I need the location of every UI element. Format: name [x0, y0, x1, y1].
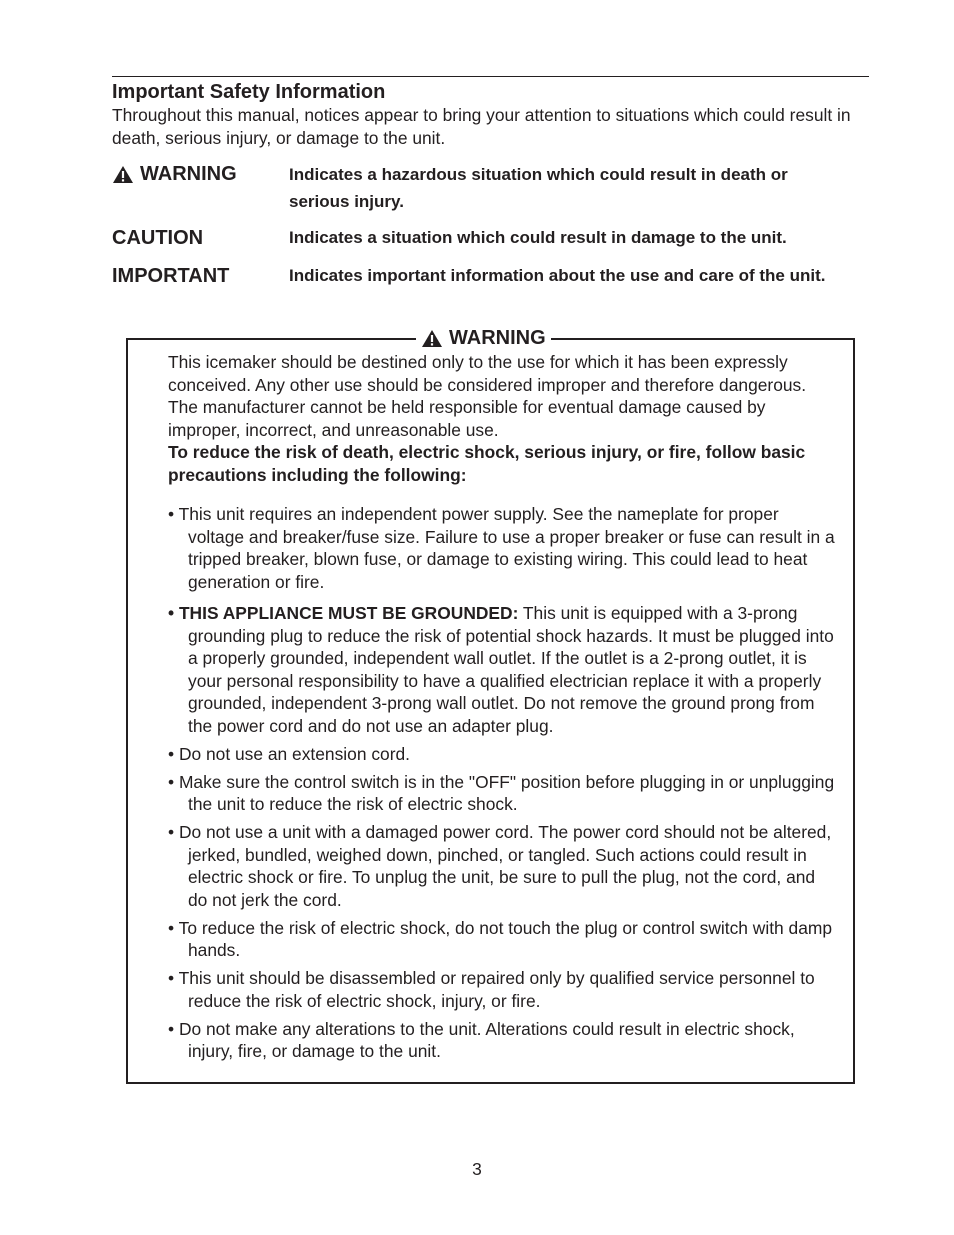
list-item: • Do not make any alterations to the unit. Alterations could result in electric shock, injury, fire, or damage to the unit. [168, 1018, 795, 1061]
top-rule [112, 76, 869, 77]
signal-term-label: IMPORTANT [112, 265, 230, 287]
signal-term-warning [112, 162, 237, 186]
warning-emphasis: To reduce the risk of death, electric shock, serious injury, or fire, follow basic precautions including the following: [168, 442, 806, 485]
section-intro: Throughout this manual, notices appear to bring your attention to situations which could result in death, serious injury, or damage to the unit. [112, 105, 851, 148]
warning-box-content [168, 351, 836, 1068]
list-item: • This unit should be disassembled or repaired only by qualified service personnel to reduce the risk of electric shock, injury, or fire. [168, 968, 815, 1011]
signal-term-caution [112, 226, 203, 250]
signal-description-caution: Indicates a situation which could result in damage to the unit. [289, 228, 787, 247]
signal-term-label: WARNING [140, 163, 237, 185]
list-item: • Do not use a unit with a damaged power cord. The power cord should not be altered, jerked, bundled, weighed down, pinched, or tangled. Such actions could result in electric shock or fire. To unplug the unit, be sure to pull the plug, not the cord, and do not jerk the cord. [168, 822, 832, 910]
signal-term-label: CAUTION [112, 227, 204, 249]
section-title: Important Safety Information [112, 81, 386, 103]
warning-intro: This icemaker should be destined only to the use for which it has been expressly conceived. Any other use should be considered improper and therefore dangerous. The manufacturer cannot be held responsible for eventual damage caused by improper, incorrect, and unreasonable use. [168, 352, 807, 440]
page-number: 3 [472, 1159, 482, 1179]
list-item: • Make sure the control switch is in the "OFF" position before plugging in or unplugging the unit to reduce the risk of electric shock. [168, 771, 835, 814]
list-item: • Do not use an extension cord. [168, 743, 410, 764]
warning-box-title: WARNING [449, 327, 546, 349]
precautions-list [168, 503, 836, 1063]
list-item: • This unit requires an independent power supply. See the nameplate for proper voltage and breaker/fuse size. Failure to use a proper breaker or fuse can result in a tripped breaker, blown fuse, or damage to existing wiring. This could lead to heat generation or fire. [168, 504, 835, 592]
signal-description-warning: Indicates a hazardous situation which could result in death or serious injury. [289, 165, 788, 211]
signal-description-important: Indicates important information about the use and care of the unit. [289, 266, 826, 285]
list-item: • To reduce the risk of electric shock, do not touch the plug or control switch with damp hands. [168, 917, 833, 960]
warning-triangle-icon [112, 165, 134, 184]
list-item: • THIS APPLIANCE MUST BE GROUNDED: This unit is equipped with a 3-prong grounding plug to reduce the risk of potential shock hazards. It must be plugged into a properly grounded, independent wall outlet. If the outlet is a 2-prong outlet, it is your personal responsibility to have a qualified electrician replace it with a properly grounded, independent 3-prong wall outlet. Do not remove the ground prong from the power cord and do not use an adapter plug. [168, 603, 834, 736]
signal-term-important [112, 264, 229, 288]
warning-box-header [416, 325, 551, 351]
warning-triangle-icon [421, 329, 443, 348]
